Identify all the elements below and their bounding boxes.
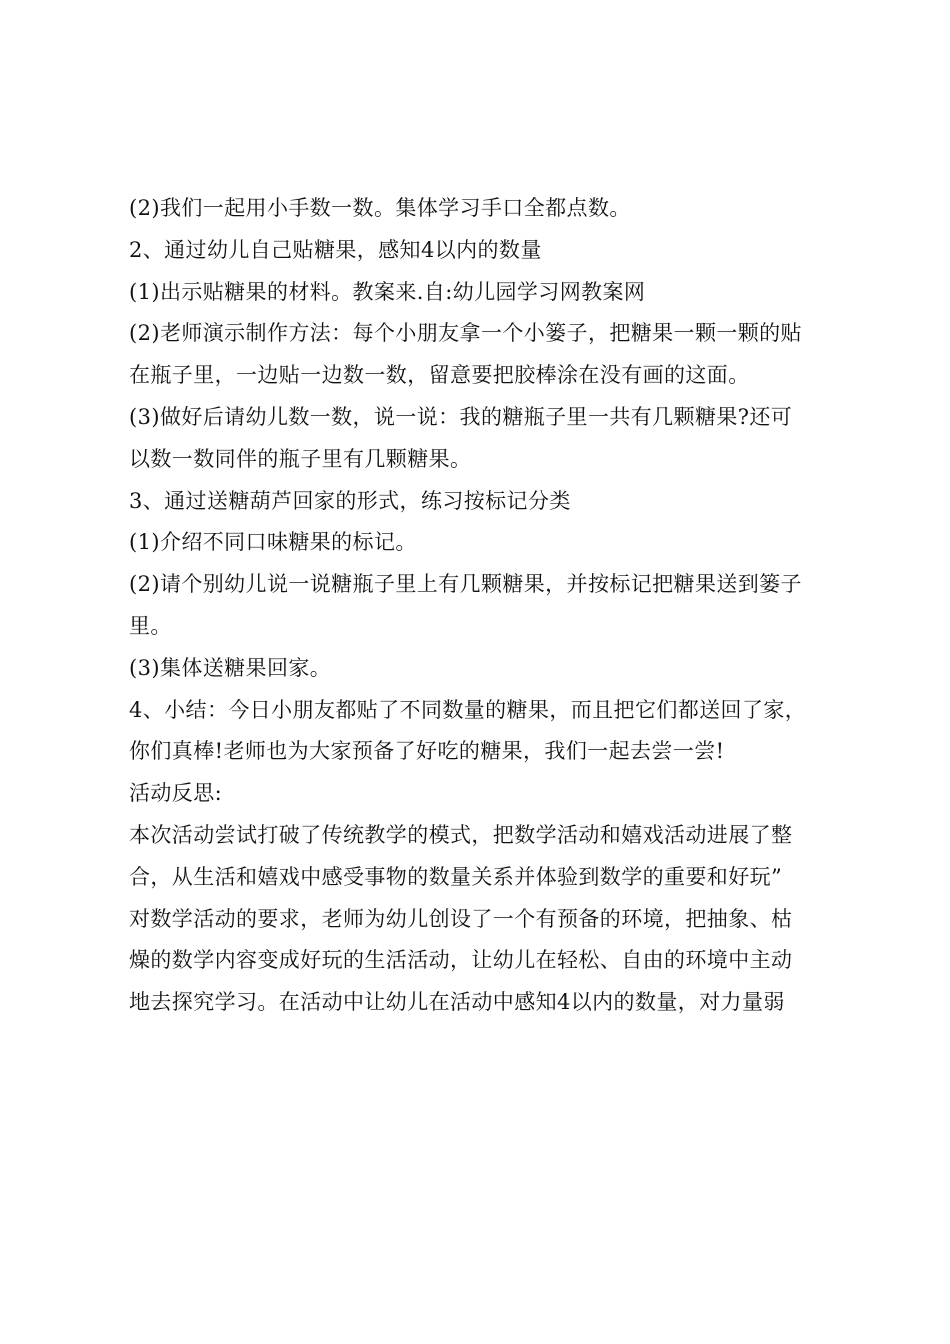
paragraph-line: 地去探究学习。在活动中让幼儿在活动中感知4以内的数量，对力量弱 [129, 990, 785, 1015]
paragraph-line: 合，从生活和嬉戏中感受事物的数量关系并体验到数学的重要和好玩” [129, 864, 783, 889]
paragraph-line: 对数学活动的要求，老师为幼儿创设了一个有预备的环境，把抽象、枯 [129, 906, 793, 931]
text-line: 你们真棒!老师也为大家预备了好吃的糖果，我们一起去尝一尝! [129, 739, 725, 764]
section-heading: 2、通过幼儿自己贴糖果，感知4以内的数量 [129, 237, 542, 262]
section-heading: 3、通过送糖葫芦回家的形式，练习按标记分类 [129, 488, 571, 513]
text-line: (2)请个别幼儿说一说糖瓶子里上有几颗糖果，并按标记把糖果送到篓子 [129, 572, 802, 597]
text-line: (3)做好后请幼儿数一数，说一说：我的糖瓶子里一共有几颗糖果?还可 [129, 404, 793, 429]
paragraph-line: 本次活动尝试打破了传统教学的模式，把数学活动和嬉戏活动进展了整 [129, 822, 793, 847]
text-line: (2)老师演示制作方法：每个小朋友拿一个小篓子，把糖果一颗一颗的贴 [129, 321, 802, 346]
paragraph-line: 燥的数学内容变成好玩的生活活动，让幼儿在轻松、自由的环境中主动 [129, 948, 793, 973]
section-heading: 4、小结：今日小朋友都贴了不同数量的糖果，而且把它们都送回了家， [129, 697, 807, 722]
section-heading: 活动反思: [129, 781, 223, 806]
text-line: 以数一数同伴的瓶子里有几颗糖果。 [129, 446, 472, 471]
text-line: (1)出示贴糖果的材料。教案来.自:幼儿园学习网教案网 [129, 279, 646, 304]
text-line: 里。 [129, 613, 172, 638]
text-line: (2)我们一起用小手数一数。集体学习手口全都点数。 [129, 196, 631, 220]
document-body [129, 188, 839, 1024]
text-line: 在瓶子里，一边贴一边数一数，留意要把胶棒涂在没有画的这面。 [129, 363, 750, 388]
text-line: (3)集体送糖果回家。 [129, 655, 332, 680]
text-line: (1)介绍不同口味糖果的标记。 [129, 530, 417, 555]
